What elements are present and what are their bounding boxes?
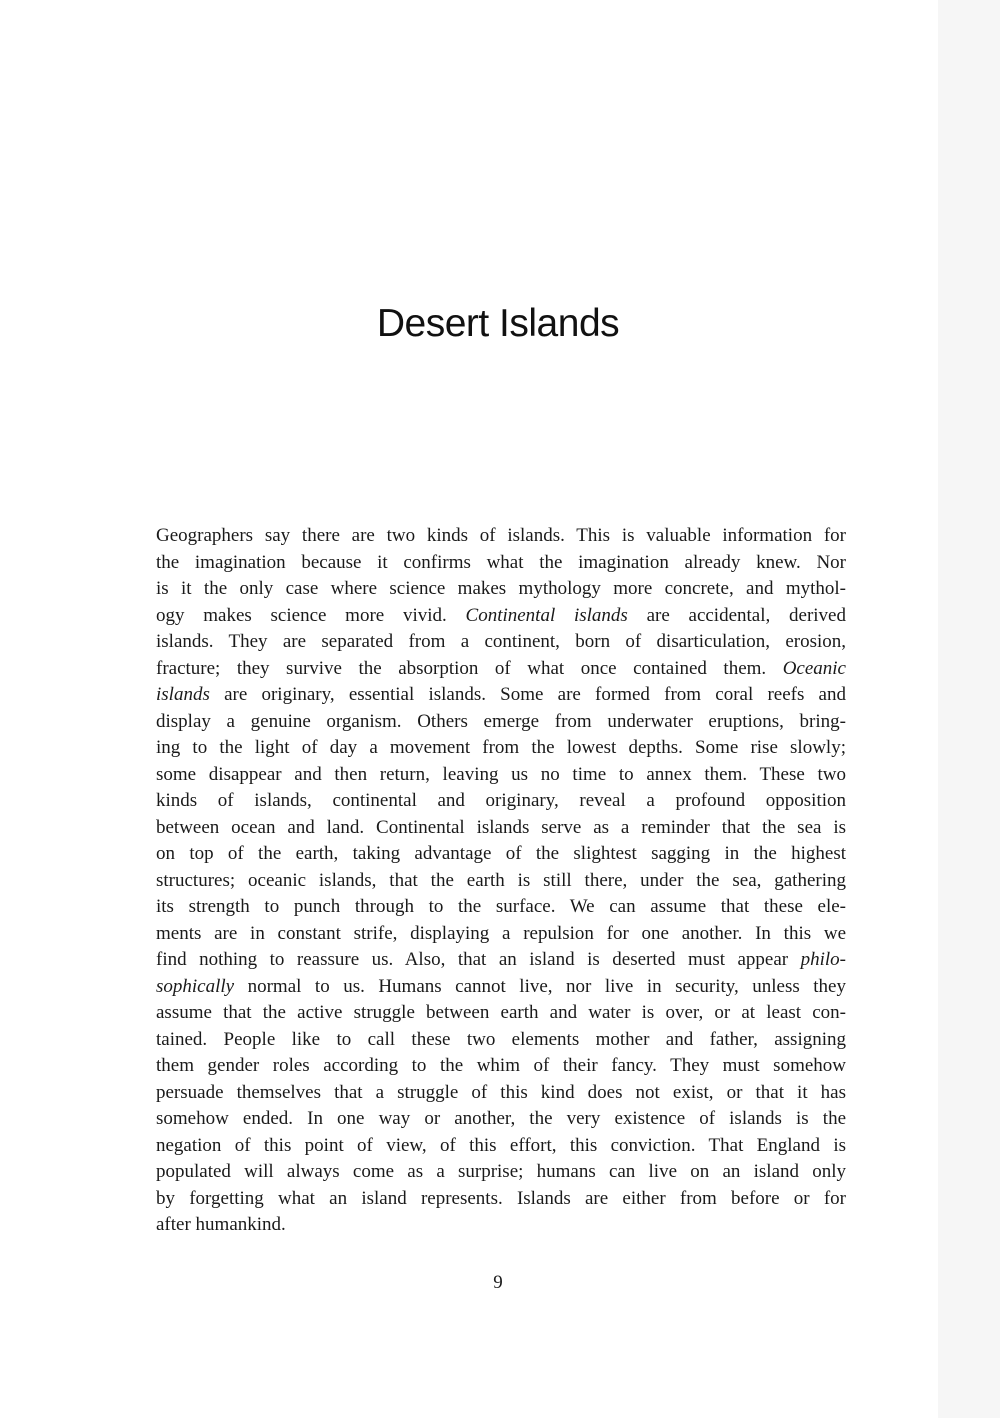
text-line [156, 735, 846, 762]
chapter-title: Desert Islands [376, 302, 620, 345]
text-segment: kinds of islands, continental and originary, reveal a profound opposition [156, 790, 846, 811]
text-segment: ing to the light of day a movement from the lowest depths. Some rise slowly; [156, 737, 846, 758]
text-line [156, 1000, 846, 1027]
text-line [156, 1212, 846, 1239]
italic-text: Oceanic [782, 657, 846, 679]
text-line [156, 1159, 846, 1186]
text-segment: between ocean and land. Continental islands serve as a reminder that the sea is [156, 816, 846, 838]
text-segment: assume that the active struggle between earth and water is over, or at least con- [156, 1002, 846, 1023]
text-segment: persuade themselves that a struggle of this kind does not exist, or that it has [156, 1081, 846, 1103]
italic-text: sophically [156, 975, 235, 997]
text-line [156, 1053, 846, 1080]
text-segment: after humankind. [156, 1214, 286, 1235]
text-line [156, 815, 846, 842]
text-line [156, 523, 846, 550]
text-segment: normal to us. Humans cannot live, nor live in security, unless they [234, 975, 846, 997]
text-segment: display a genuine organism. Others emerge from underwater eruptions, bring- [156, 710, 846, 732]
italic-text: Continental islands [465, 604, 628, 626]
text-line [156, 709, 846, 736]
text-line [156, 656, 846, 683]
text-segment: fracture; they survive the absorption of what once contained them. [156, 657, 783, 679]
text-line [156, 603, 846, 630]
text-segment: by forgetting what an island represents. Islands are either from before or for [156, 1187, 846, 1209]
text-line [156, 841, 846, 868]
text-line [156, 1186, 846, 1213]
page-number: 9 [493, 1272, 503, 1293]
text-line [156, 1080, 846, 1107]
text-segment: them gender roles according to the whim of their fancy. They must somehow [156, 1055, 846, 1076]
text-line [156, 1133, 846, 1160]
text-segment: some disappear and then return, leaving us no time to annex them. These two [156, 763, 846, 785]
text-line [156, 762, 846, 789]
text-segment: on top of the earth, taking advantage of the slightest sagging in the highest [156, 843, 846, 864]
text-segment: its strength to punch through to the surface. We can assume that these ele- [156, 896, 846, 917]
text-segment: are originary, essential islands. Some are formed from coral reefs and [209, 684, 846, 705]
text-segment: somehow ended. In one way or another, the very existence of islands is the [156, 1108, 846, 1129]
text-line [156, 576, 846, 603]
text-line [156, 550, 846, 577]
text-segment: structures; oceanic islands, that the earth is still there, under the sea, gathering [156, 869, 846, 891]
italic-text: islands [156, 684, 210, 705]
text-segment: ments are in constant strife, displaying a repulsion for one another. In this we [156, 922, 846, 944]
text-segment: is it the only case where science makes mythology more concrete, and mythol- [156, 578, 846, 599]
text-line [156, 788, 846, 815]
text-segment: the imagination because it confirms what the imagination already knew. Nor [156, 551, 846, 573]
body-paragraph [156, 523, 846, 1239]
text-segment: islands. They are separated from a continent, born of disarticulation, erosion, [156, 631, 846, 652]
text-segment: ogy makes science more vivid. [156, 604, 466, 626]
text-line [156, 682, 846, 709]
text-segment: tained. People like to call these two elements mother and father, assigning [156, 1028, 846, 1050]
text-segment: find nothing to reassure us. Also, that an island is deserted must appear [156, 949, 801, 970]
text-segment: Geographers say there are two kinds of islands. This is valuable information for [156, 525, 846, 546]
text-segment: negation of this point of view, of this effort, this conviction. That England is [156, 1134, 846, 1156]
text-line [156, 894, 846, 921]
text-line [156, 921, 846, 948]
text-segment: populated will always come as a surprise; humans can live on an island only [156, 1161, 846, 1182]
page-edge-shade [938, 0, 1000, 1418]
text-line [156, 947, 846, 974]
text-line [156, 1106, 846, 1133]
text-line [156, 1027, 846, 1054]
italic-text: philo- [800, 949, 846, 970]
text-line [156, 629, 846, 656]
text-segment: are accidental, derived [627, 604, 846, 626]
text-line [156, 868, 846, 895]
text-line [156, 974, 846, 1001]
